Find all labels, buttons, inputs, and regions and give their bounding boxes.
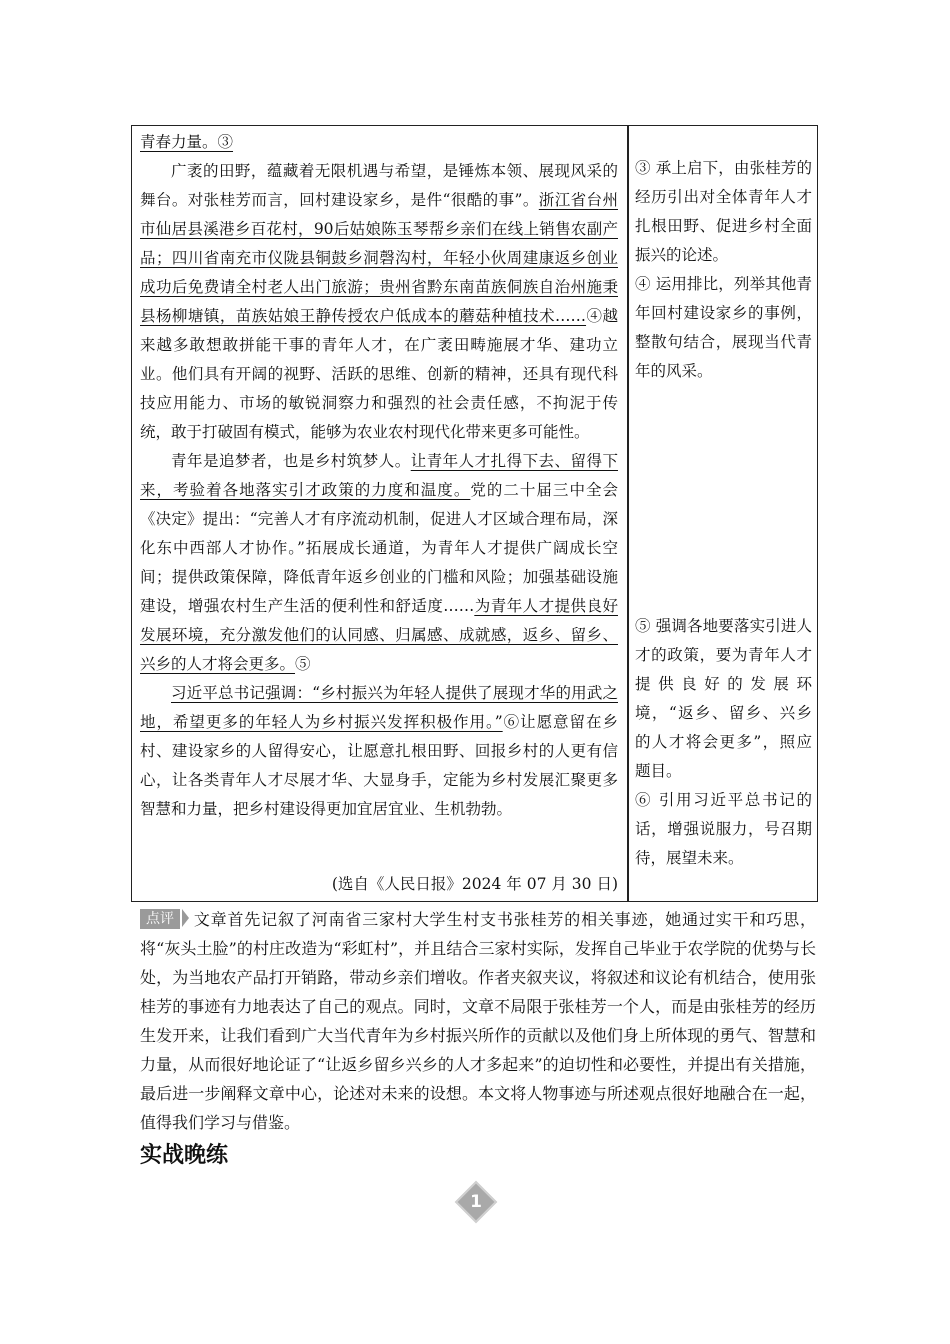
column-divider — [627, 125, 629, 902]
underlined-text: 浙江省台州市仙居县溪港乡百花村，90后姑娘陈玉琴帮乡亲们在线上销售农副产品；四川省南充市仪陇县铜鼓乡洞磬沟村，年轻小伙周建康返乡创业成功后免费请全村老人出门旅游；贵州省黔东南苗族侗族自治州施秉县杨柳塘镇，苗族姑娘王静传授农户低成本的蘑菇种植技术…… — [140, 191, 618, 325]
annotation-3: ③ 承上启下，由张桂芳的经历引出对全体青年人才扎根田野、促进乡村全面振兴的论述。 — [635, 159, 812, 264]
annotation-4: ④ 运用排比，列举其他青年回村建设家乡的事例，整散句结合，展现当代青年的风采。 — [635, 275, 812, 380]
article-paragraph — [140, 157, 618, 447]
annotation-6: ⑥ 引用习近平总书记的话，增强说服力，号召期待，展望未来。 — [635, 791, 812, 867]
section-heading: 实战晚练 — [140, 1143, 229, 1168]
page-number: 1 — [470, 1192, 482, 1212]
underlined-text: 青春力量。③ — [140, 133, 234, 151]
text: 青年是追梦者，也是乡村筑梦人。 — [171, 452, 411, 470]
source-citation: (选自《人民日报》2024 年 07 月 30 日) — [331, 875, 618, 893]
badge-arrow-icon — [182, 909, 189, 927]
text: 广袤的田野，蕴藏着无限机遇与希望，是锤炼本领、展现风采的舞台。对张桂芳而言，回村建设家乡，是件“很酷的事”。 — [140, 162, 618, 209]
text: 党的二十届三中全会《决定》提出：“完善人才有序流动机制，促进人才区域合理布局，深化东中西部人才协作。”拓展成长通道，为青年人才提供广阔成长空间；提供政策保障，降低青年返乡创业的门槛和风险；加强基础设施建设，增强农村生产生活的便利性和舒适度…… — [140, 481, 618, 615]
annotation-5: ⑤ 强调各地要落实引进人才的政策，要为青年人才提供良好的发展环境，“返乡、留乡、兴乡的人才将会更多”，照应题目。 — [635, 617, 812, 780]
text: ⑥让愿意留在乡村、建设家乡的人留得安心，让愿意扎根田野、回报乡村的人更有信心，让各类青年人才尽展才华、大显身手，定能为乡村发展汇聚更多智慧和力量，把乡村建设得更加宜居宜业、生机勃勃。 — [140, 713, 618, 818]
underlined-text: 让青年人才扎得下去、留得下来，考验着各地落实引才政策的力度和温度。 — [140, 452, 618, 499]
underlined-text: 为青年人才提供良好发展环境，充分激发他们的认同感、归属感、成就感，返乡、留乡、兴乡的人才将会更多。 — [140, 597, 618, 673]
text: ④越来越多敢想敢拼能干事的青年人才，在广袤田畴施展才华、建功立业。他们具有开阔的视野、活跃的思维、创新的精神，还具有现代科技应用能力、市场的敏锐洞察力和强烈的社会责任感，不拘泥于传统，敢于打破固有模式，能够为农业农村现代化带来更多可能性。 — [140, 307, 618, 441]
underlined-text: 习近平总书记强调：“乡村振兴为年轻人提供了展现才华的用武之地，希望更多的年轻人为乡村振兴发挥积极作用。” — [140, 684, 618, 731]
article-paragraph — [140, 128, 618, 157]
article-paragraph — [140, 679, 618, 824]
article-paragraph — [140, 447, 618, 679]
review-badge: 点评 — [140, 909, 180, 929]
page-number-badge — [455, 1181, 497, 1223]
review-section — [140, 905, 816, 1137]
review-text: 文章首先记叙了河南省三家村大学生村支书张桂芳的相关事迹，她通过实干和巧思，将“灰头土脸”的村庄改造为“彩虹村”，并且结合三家村实际，发挥自己毕业于农学院的优势与长处，为当地农产品打开销路，带动乡亲们增收。作者夹叙夹议，将叙述和议论有机结合，使用张桂芳的事迹有力地表达了自己的观点。同时，文章不局限于张桂芳一个人，而是由张桂芳的经历生发开来，让我们看到广大当代青年为乡村振兴所作的贡献以及他们身上所体现的勇气、智慧和力量，从而很好地论证了“让返乡留乡兴乡的人才多起来”的迫切性和必要性，并提出有关措施，最后进一步阐释文章中心，论述对未来的设想。本文将人物事迹与所述观点很好地融合在一起，值得我们学习与借鉴。 — [140, 910, 816, 1132]
text: ⑤ — [295, 655, 311, 673]
article-body — [140, 128, 618, 824]
